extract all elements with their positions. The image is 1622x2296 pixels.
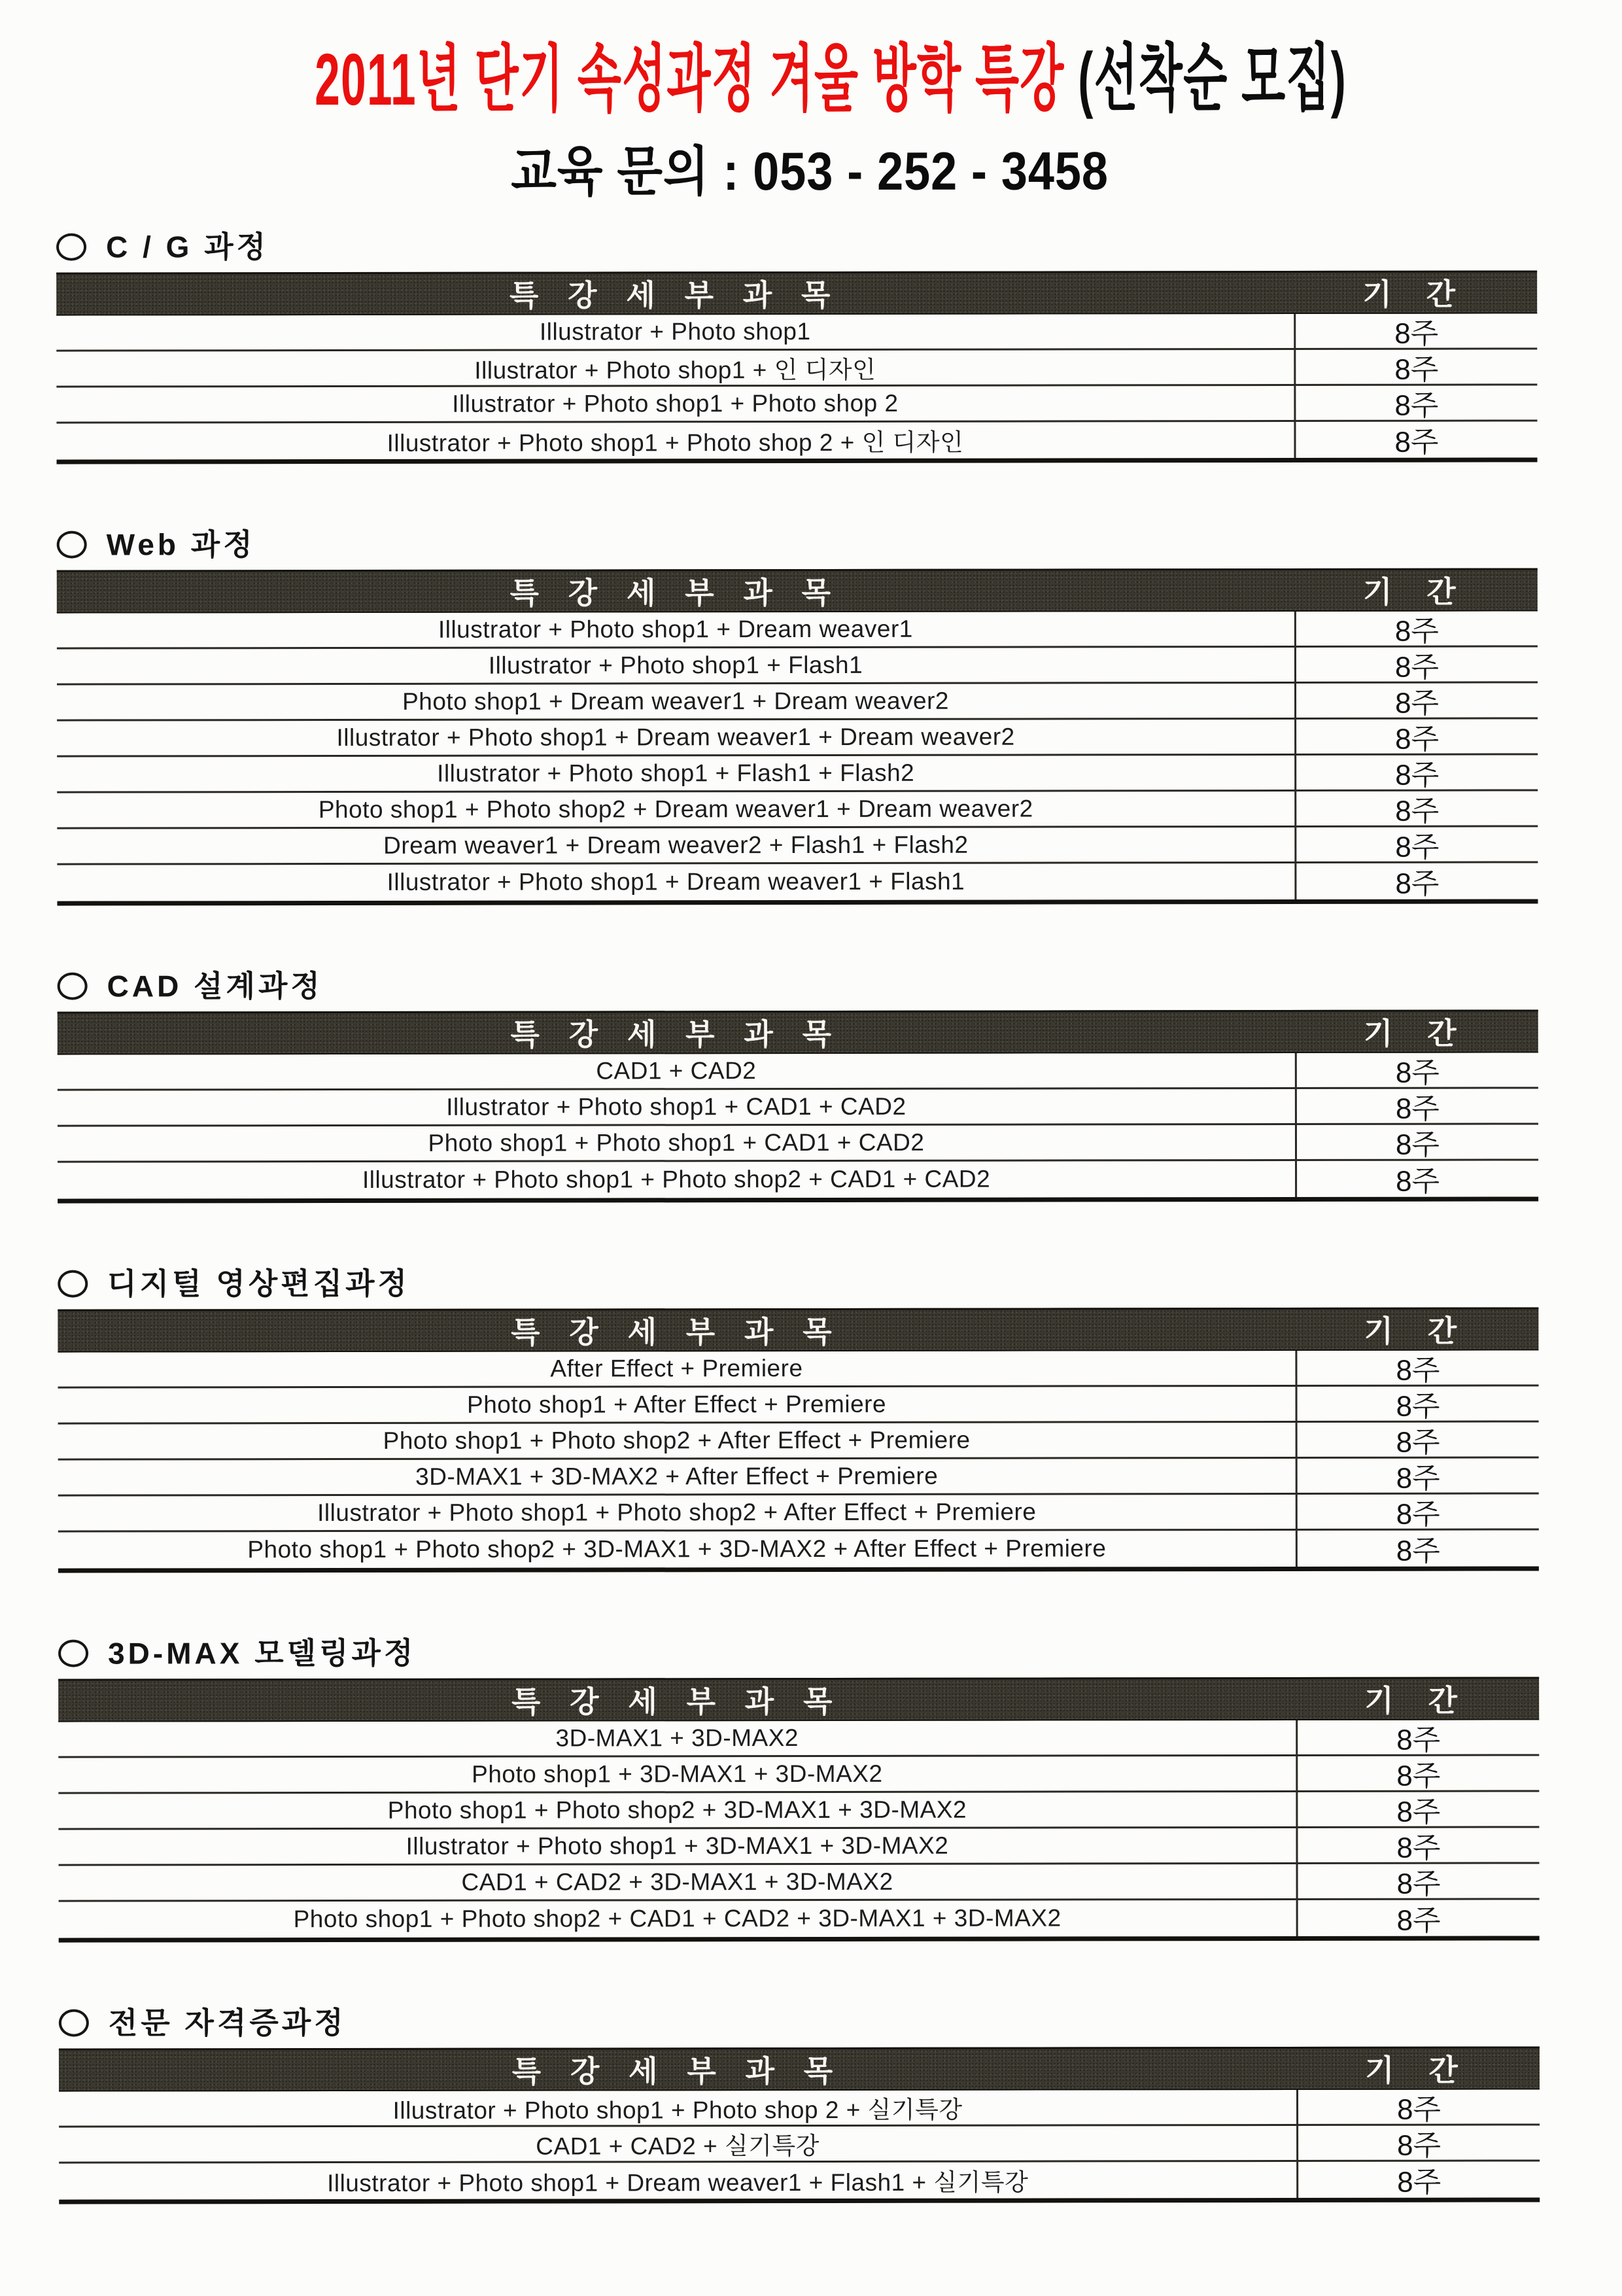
table-header-row [58,1677,1539,1722]
circle-bullet-icon [58,972,88,1000]
circle-bullet-icon [57,531,87,558]
table-body [58,1052,1538,1198]
table-row [56,349,1537,387]
section-title [57,527,1538,562]
column-header-duration: 기 간 [1362,277,1469,311]
section-title [56,230,1537,262]
table-row [59,1900,1540,1938]
table-body [56,313,1537,459]
table-header-row [58,1307,1538,1352]
table-row [58,1828,1539,1866]
column-header-duration: 기 간 [1364,1313,1470,1348]
course-subject-cell: Photo shop1 + Dream weaver1 + Dream weaver2 [402,687,950,715]
course-subject-cell: Illustrator + Photo shop1 + Dream weaver1 + Dream weaver2 [336,723,1015,751]
section-title [59,2006,1540,2038]
section-title-text: CAD 설계과정 [107,968,323,1003]
page-title-line [315,26,1347,133]
course-subject-cell: Photo shop1 + Photo shop2 + After Effect + Premiere [383,1426,971,1454]
contact-info [0,142,1621,203]
course-table [57,568,1538,905]
table-row [56,385,1537,423]
course-subject-cell: Photo shop1 + Photo shop2 + 3D-MAX1 + 3D-MAX2 + After Effect + Premiere [247,1535,1107,1563]
course-duration-cell: 8주 [1294,421,1537,458]
column-header-duration: 기 간 [1364,1683,1471,1718]
course-duration-cell: 8주 [1296,1458,1539,1493]
column-header-duration: 기 간 [1362,574,1469,609]
course-duration-cell: 8주 [1296,1756,1539,1790]
course-duration-cell: 8주 [1295,1160,1538,1197]
course-duration-cell: 8주 [1295,1350,1538,1385]
course-section [58,969,1538,1203]
table-row [58,1386,1539,1424]
column-header-subject: 특 강 세 부 과 목 [511,2054,844,2089]
page-title-main: 2011년 단기 속성과정 겨울 방학 특강 [315,37,1065,121]
section-title-text: 전문 자격증과정 [108,2005,347,2040]
course-subject-cell: Illustrator + Photo shop1 + Dream weaver1 + Flash1 + 실기특강 [327,2168,1029,2197]
course-table [58,1307,1539,1573]
course-duration-cell: 8주 [1294,755,1538,790]
course-subject-cell: Illustrator + Photo shop1 + Photo shop2 + CAD1 + CAD2 [362,1165,991,1194]
table-header-row [56,270,1537,315]
table-row [58,1422,1539,1460]
course-duration-cell: 8주 [1296,1530,1539,1567]
table-row [58,1792,1539,1830]
table-header-row [57,568,1538,613]
table-row [58,1458,1539,1496]
table-row [58,1530,1539,1568]
course-section [57,527,1538,905]
course-subject-cell: Illustrator + Photo shop1 + Photo shop 2 + 실기특강 [392,2096,963,2124]
course-duration-cell: 8주 [1294,863,1538,899]
course-table [58,1677,1540,1942]
table-header-row [59,2046,1540,2091]
course-subject-cell: Illustrator + Photo shop1 + 인 디자인 [474,356,876,384]
course-duration-cell: 8주 [1294,791,1538,826]
table-body [58,1720,1539,1938]
course-duration-cell: 8주 [1294,683,1538,718]
table-row [59,1864,1540,1902]
course-subject-cell: Photo shop1 + Photo shop2 + Dream weaver1 + Dream weaver2 [318,795,1033,823]
course-subject-cell: CAD1 + CAD2 + 3D-MAX1 + 3D-MAX2 [461,1868,893,1896]
course-subject-cell: Dream weaver1 + Dream weaver2 + Flash1 + Flash2 [383,831,969,859]
course-sections [56,230,1540,2204]
column-header-subject: 특 강 세 부 과 목 [509,576,842,610]
course-duration-cell: 8주 [1294,611,1538,646]
table-row [59,2089,1540,2127]
course-duration-cell: 8주 [1294,313,1537,348]
course-duration-cell: 8주 [1294,647,1538,682]
course-subject-cell: Photo shop1 + Photo shop2 + 3D-MAX1 + 3D-MAX2 [387,1796,967,1824]
table-body [58,1350,1538,1568]
course-table [59,2046,1540,2204]
table-row [57,791,1538,829]
course-subject-cell: Illustrator + Photo shop1 + Flash1 [488,651,863,679]
table-row [59,2161,1540,2199]
table-row [57,827,1538,865]
course-section [58,1266,1539,1573]
table-header-row [58,1009,1538,1054]
course-subject-cell: Illustrator + Photo shop1 + Photo shop 2 + 인 디자인 [387,428,964,457]
circle-bullet-icon [58,1270,88,1297]
section-title-text: C / G 과정 [106,229,269,264]
course-subject-cell: Photo shop1 + Photo shop2 + CAD1 + CAD2 + 3D-MAX1 + 3D-MAX2 [293,1904,1061,1933]
table-row [57,611,1538,649]
page-title-suffix: (선착순 모집) [1064,37,1347,120]
table-row [58,1494,1539,1532]
course-subject-cell: Photo shop1 + After Effect + Premiere [467,1390,887,1418]
table-row [59,2125,1540,2163]
section-title-text: 3D-MAX 모델링과정 [108,1635,417,1671]
course-duration-cell: 8주 [1296,1864,1540,1898]
column-header-subject: 특 강 세 부 과 목 [509,278,841,313]
course-duration-cell: 8주 [1296,1720,1539,1754]
course-duration-cell: 8주 [1294,349,1537,384]
table-row [57,755,1538,793]
course-duration-cell: 8주 [1294,385,1537,420]
course-duration-cell: 8주 [1296,1828,1539,1862]
course-duration-cell: 8주 [1296,2089,1540,2124]
contact-phone-text: 교육 문의 : 053 - 252 - 3458 [510,141,1109,203]
course-duration-cell: 8주 [1296,2161,1540,2198]
course-table [58,1009,1538,1203]
table-row [58,1124,1538,1162]
table-row [58,1160,1538,1198]
section-title-text: 디지털 영상편집과정 [107,1266,411,1301]
course-subject-cell: 3D-MAX1 + 3D-MAX2 + After Effect + Premiere [415,1462,939,1490]
column-header-duration: 기 간 [1365,2053,1471,2087]
course-subject-cell: Illustrator + Photo shop1 + Dream weaver1 + Flash1 [387,867,965,896]
page-title [0,25,1621,133]
column-header-duration: 기 간 [1363,1016,1470,1051]
table-body [59,2089,1540,2199]
course-duration-cell: 8주 [1296,1792,1539,1826]
course-subject-cell: Illustrator + Photo shop1 + 3D-MAX1 + 3D-MAX2 [406,1832,949,1860]
course-subject-cell: Illustrator + Photo shop1 + Photo shop2 + After Effect + Premiere [317,1498,1037,1526]
table-body [57,611,1538,901]
column-header-subject: 특 강 세 부 과 목 [511,1315,842,1349]
table-row [57,719,1538,757]
section-title-text: Web 과정 [106,527,256,562]
course-duration-cell: 8주 [1295,1088,1538,1123]
course-subject-cell: Photo shop1 + 3D-MAX1 + 3D-MAX2 [472,1760,883,1788]
course-subject-cell: Illustrator + Photo shop1 + CAD1 + CAD2 [446,1092,906,1121]
course-duration-cell: 8주 [1294,719,1538,754]
course-subject-cell: CAD1 + CAD2 [596,1056,757,1085]
course-subject-cell: Illustrator + Photo shop1 + Dream weaver1 [438,615,913,643]
course-duration-cell: 8주 [1296,1494,1539,1529]
course-subject-cell: Illustrator + Photo shop1 + Flash1 + Flash2 [437,759,915,787]
course-subject-cell: CAD1 + CAD2 + 실기특강 [536,2132,820,2160]
course-duration-cell: 8주 [1294,827,1538,861]
course-duration-cell: 8주 [1296,1900,1540,1936]
course-duration-cell: 8주 [1296,1422,1539,1457]
course-table [56,270,1537,464]
course-subject-cell: Illustrator + Photo shop1 + Photo shop 2 [452,389,899,417]
table-row [57,863,1538,901]
course-duration-cell: 8주 [1295,1124,1538,1159]
table-row [56,421,1537,459]
table-row [58,1720,1539,1758]
table-row [58,1350,1538,1388]
course-subject-cell: Illustrator + Photo shop1 [539,317,811,345]
section-title [58,1266,1538,1301]
table-row [57,647,1538,685]
section-title [58,1635,1539,1671]
course-section [58,1636,1540,1942]
column-header-subject: 특 강 세 부 과 목 [510,1017,842,1052]
table-row [56,313,1537,351]
course-subject-cell: After Effect + Premiere [550,1354,803,1382]
table-row [57,683,1538,721]
course-subject-cell: 3D-MAX1 + 3D-MAX2 [555,1724,799,1752]
course-duration-cell: 8주 [1296,2125,1540,2160]
table-row [58,1052,1538,1090]
table-row [58,1756,1539,1794]
flyer-header [0,0,1621,203]
table-row [58,1088,1538,1126]
course-section [59,2006,1540,2204]
circle-bullet-icon [58,1639,88,1667]
circle-bullet-icon [59,2009,89,2036]
course-subject-cell: Photo shop1 + Photo shop1 + CAD1 + CAD2 [428,1128,925,1157]
course-duration-cell: 8주 [1296,1386,1539,1421]
course-duration-cell: 8주 [1295,1052,1538,1087]
course-section [56,230,1537,464]
circle-bullet-icon [56,233,86,260]
column-header-subject: 특 강 세 부 과 목 [511,1684,843,1719]
section-title [58,969,1538,1001]
